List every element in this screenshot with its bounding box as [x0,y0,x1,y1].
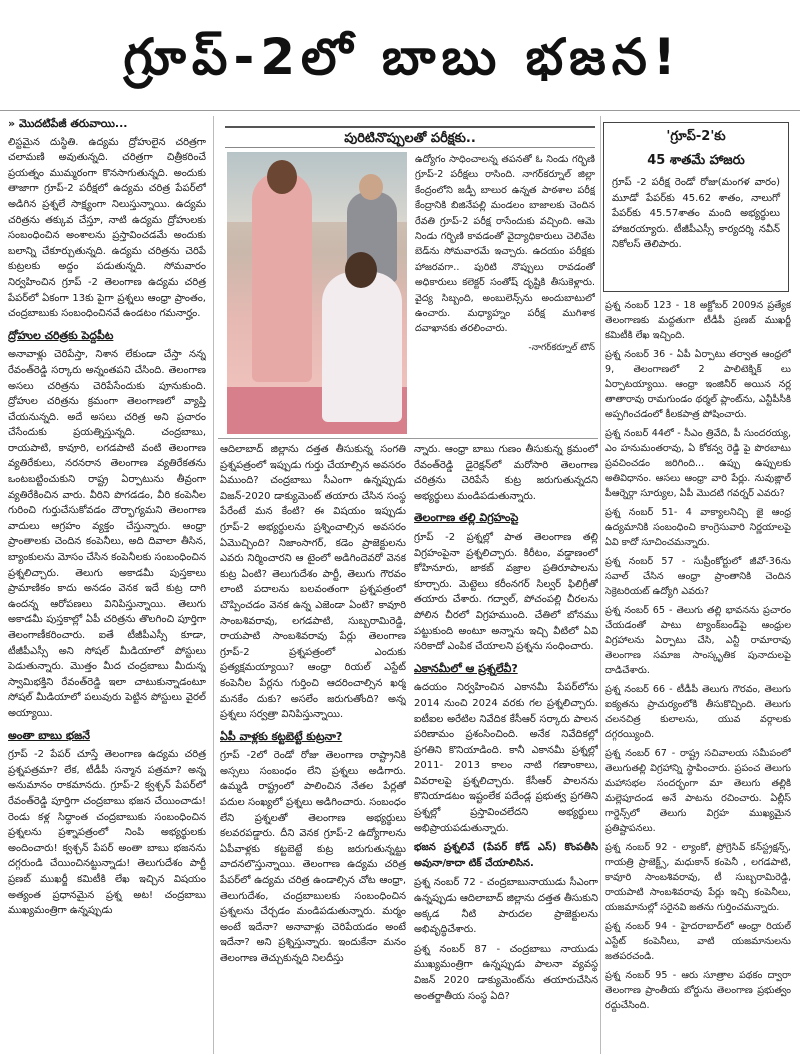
photo-credit: -నాగర్‌కర్నూల్ టౌన్ [528,342,595,353]
question-51: ప్రశ్న నంబర్ 51- 4 వాక్యాలనిచ్చి జై ఆంధ్ర ఉద్యమానికి సంబంధించి కాంగ్రెసువారి నిర్ణయాలపై ఏవి కాదో సూచించమన్నారు. [605,507,791,548]
attendance-body: గ్రూప్ -2 పరీక్ష రెండో రోజు(మంగళ వారం) మూడో పేపర్‌కు 45.62 శాతం, నాలుగో పేపర్‌కు 45.57శాతం మంది అభ్యర్థులు హాజరయ్యారు. టీజీపీఎస్సీ కార్యదర్శి నవీన్ నికోలస్ తెలిపారు. [612,177,780,251]
rm-subheading-1: తెలంగాణ తల్లి విగ్రహంపై [414,511,519,525]
middle-para-2: గ్రూప్ -2లో రెండో రోజు తెలంగాణ రాష్ట్రానికి అస్సలు సంబంధం లేని ప్రశ్నలు అడిగారు. ఉమ్మడి రాష్ట్రంలో పాలించిన నేతల పేర్లతో పదుల సంఖ్యలో ప్రశ్నలు అడిగించారు. సంబంధం లేని ప్రశ్నలతో తెలంగాణ అభ్యర్థులు కలవరపడ్డారు. దీని వెనక గ్రూప్-2 ఉద్యోగాలను ఏపీవాళ్లకు కట్టబెట్టే కుట్ర జరుగుతున్నట్టు వాదనలొస్తున్నాయి. తెలంగాణ ఉద్యమ చరిత్ర పేపర్‌లో ఉద్యమ చరిత్ర ఉండాల్సిన చోట ఆంధ్రా, తెలుగుదేశం, చంద్రబాబులకు సంబంధించిన ప్రశ్నలను చేర్చడం మండిపడుతున్నారు. మర్మం అంటే ఇదేనా? అనావాళ్లు చెరిపేయడం అంటే ఇదేనా? అని ప్రశ్నిస్తున్నారు. ఇందుకేనా మనం తెలంగాణ తెచ్చుకున్నది నిలదీస్తు [220,750,406,964]
middle-column [220,442,406,1054]
photo-person-standing [252,172,312,382]
left-para-3: గ్రూప్ -2 పేపర్ చూస్తే తెలంగాణ ఉద్యమ చరిత్ర ప్రశ్నపత్రమా? లేక, టీడీపీ సన్మాన పత్రమా? అన్న అనుమానం రాకమానదు. గ్రూప్-2 క్వశ్చన్ పేపర్‌లో రేవంత్‌రెడ్డి పూర్తిగా చంద్రబాబు భజన చేయించాడు! రెండు కళ్ల సిద్ధాంత చంద్రబాబుకు సంబంధించిన ప్రశ్నలను ప్రశ్నాపత్రంలో నింపి అభ్యర్థులకు అందించారు! క్వశ్చన్ పేపర్ అంతా బాబు భజనను దగ్గరుండి చేయించినట్టున్నాడు! తెలుగుదేశం పార్టీ ప్రణబ్ ముఖర్జీ కమిటీకి లేఖ ఇచ్చిన విషయం అత్యంత ప్రధానమైన ప్రశ్న అట! చంద్రబాబు ముఖ్యమంత్రిగా ఉన్నప్పుడు [8,749,206,917]
question-87: ప్రశ్న నంబర్ 87 - చంద్రబాబు నాయుడు ముఖ్యమంత్రిగా ఉన్నప్పుడు పాలనా వ్యవస్థ విజన్ 2020 డాక్యుమెంట్‌ను తయారుచేసిన అంతర్జాతీయ సంస్థ ఏది? [414,943,598,1002]
attendance-title-1: 'గ్రూప్-2'కు [666,129,726,144]
rm-subheading-2: ఎకానమీలో ఆ ప్రశ్నలేవీ? [414,661,518,675]
left-para-1: లిస్టమైన దుస్థితి. ఉద్యమ ద్రోహులైన చరిత్రగా చలామణి అవుతున్నది. చరిత్రగా చిత్రీకరించే ప్రయత్నం ముమ్మరంగా కొనసాగుతున్నది. అందుకు తాజాగా గ్రూప్-2 పరీక్షలో ఉద్యమ చరిత్ర పేపర్‌లో అడిగిన ప్రశ్నలే సాక్ష్యంగా నిలుస్తున్నాయి. ఉద్యమ చరిత్రను తక్కువ చేస్తూ, నాటి ఉద్యమ ద్రోహులకు సంబంధించిన అంశాలను ప్రస్తావించడమే అందుకు బలాన్ని చేకూర్చుతున్నది. ఉద్యమ చరిత్రను చెరిపే కుట్రలకు అద్దం పడుతున్నది. సోమవారం నిర్వహించిన గ్రూప్ -2 తెలంగాణ ఉద్యమ చరిత్ర పేపర్‌లో ఏకంగా 13కు పైగా ప్రశ్నలు ఆంధ్రా ప్రాంతం, చంద్రబాబుకు సంబంధించినవే ఉండటం గమనార్హం. [8,136,206,320]
question-65: ప్రశ్న నంబర్ 65 - తెలుగు తల్లి భావనను ప్రచారం చేయడంతో పాటు ట్యాంక్‌బండ్‌పై ఆంధ్రుల విగ్రహాలను ఏర్పాటు చేసి, ఎన్టీ రామారావు తెలంగాణ సమాజ సాంస్కృతిక పునాదులపై దాడిచేశారు. [605,605,791,676]
question-95: ప్రశ్న నంబర్ 95 - ఆరు సూత్రాల పథకం ద్వారా తెలంగాణ ప్రాంతీయ బోర్డును తెలంగాణ ప్రభుత్వం రద్దుచేసింది. [605,970,791,1011]
question-44: ప్రశ్న నంబర్ 44లో - సీఎం త్రివేది, పీ సుందరయ్య, ఎం హనుమంతరావు, ఏ కోకన్వ రెడ్డి పై పొరబాటు ప్రవచించడం జరిగింది... ఉప్పు ఉప్పులకు అతివిధానం. ఆసలు ఆంధ్రా వారి పేర్లు. నువుఙ్లాల్ పీఆర్నెర్గా సూర్యుల, ఏపీ మొదటి గవర్నర్ ఎవరు? [605,428,791,499]
rm-para-3: ఉదయం నిర్వహించిన ఎకానమీ పేపర్‌లోను 2014 నుంచి 2024 వరకు గల ప్రశ్నలిచ్చారు. ఐటీఐల అరేటిల నివేదిక కేసీఆర్ సర్కారు పాలన పరిణామం ప్రశంసించింది. అనేక నివేదికల్లో ప్రగతిని కొనియాడింది. కానీ ఎకానమీ ప్రశ్నల్లో 2011- 2013 కాలం నాటి గణాంకాలు, వివరాలపై ప్రశ్నలిచ్చారు. కేసీఆర్ పాలనను కొనియాడటం ఇష్టంలేక పదేండ్ల ప్రభుత్వ ప్రగతిని ప్రశ్నల్లో ప్రస్తావించలేదని అభ్యర్థులు అభిప్రాయపడుతున్నారు. [414,682,598,834]
attendance-box [603,122,789,292]
middle-subheading-1: ఏపీ వాళ్లకు కట్టబెట్టే కుట్రనా? [220,729,343,743]
question-72: ప్రశ్న నంబర్ 72 - చంద్రబాబునాయుడు సీఎంగా ఉన్నప్పుడు ఆదిలాబాద్ జిల్లాను దత్తత తీసుకుని అక్కడ నీటి పారుదల ప్రాజెక్టులను అభివృద్ధిచేశారు. [414,877,598,936]
rm-para-1: న్నారు. ఆంధ్రా బాబు గుణం తీసుకున్న క్రమంలో రేవంత్‌రెడ్డి డైరెక్షన్‌లో మరోసారి తెలంగాణ చరిత్రను చెరిపేసే కుట్ర జరుగుతున్నదని అభ్యర్థులు మండిపడుతున్నారు. [414,444,598,502]
left-para-2: అనావాళ్లు చెరిపేస్తా, నిశాన లేకుండా చేస్తా నన్న రేవంత్‌రెడ్డి సర్కారు అన్నంతపని చేసింది. తెలంగాణ అసలు చరిత్రను చెరిపేసేందుకు పూనుకుంది. ద్రోహుల చరిత్రను క్రమంగా తెలంగాణలో వ్యాప్తి చేయనున్నది. అదే అసలు చరిత్ర అని ప్రచారం చేసేందుకు ప్రయత్నిస్తున్నది. చంద్రబాబు, రాయపాటి, కావూరి, లగడపాటి వంటి తెలంగాణ వ్యతిరేకులు, నరనరాన తెలంగాణ వ్యతిరేకతను ఒంటబట్టించుకుని రాష్ట్ర ఏర్పాటును తీవ్రంగా వ్యతిరేకించిన వారు. వీరిని పొగడడం, వీరి కంపెనీల గురించి గుర్తుచేసుకోవడం దౌర్భాగ్యమని తెలంగాణ వాదులు ఆగ్రహం వ్యక్తం చేస్తున్నారు. ఆంధ్రా ప్రాంతాలకు చెందిన కంపెనీలు, అది దివాలా తీసిన, బ్యాంకులను మోసం చేసిన కంపెనీలకు సంబంధించిన ప్రశ్నలిచ్చారు. తెలుగు అకాడమీ పుస్తకాలు ప్రామాణికం కాదు అనడం వెనక ఇదే కుట్ర దాగి ఉందన్న ఆరోపణలు వినిపిస్తున్నాయి. తెలుగు అకాడమీ పుస్తకాల్లో ఏపీ చరిత్రను తొలగించి పూర్తిగా తెలంగాణీకరించారు. ఐతే టీజీపీఎస్సీ కూడా, టీజీపీఎస్సీ అని సోషల్ మీడియాలో పోస్టులు పెడుతున్నారు. మొత్తం మీద చంద్రబాబు మీదున్న స్వామిభక్తిని రేవంత్‌రెడ్డి ఇలా చాటుకున్నాడంటూ సోషల్ మీడియాలో పలువురు పెట్టిన పోస్టులు వైరల్ అయ్యాయి. [8,349,206,719]
photo-title: పురిటినొప్పులతో పరీక్షకు.. [225,126,595,148]
right-column [605,298,791,1054]
left-column [8,116,206,1054]
question-123: ప్రశ్న నంబర్ 123 - 18 అక్టోబర్ 2009న ప్రత్యేక తెలంగాణకు మద్దతుగా టీడీపీ ప్రణబ్ ముఖర్జీ కమిటీకి లేఖ ఇచ్చింది. [605,300,791,341]
question-66: ప్రశ్న నంబర్ 66 - టీడీపీ తెలుగు గౌరవం, తెలుగు ఐక్యతను ప్రాచుర్యంలోకి తీసుకొచ్చింది. తెలుగు చలనచిత్ర కులాలను, యువ వర్గాలకు దగ్గరయ్యింది. [605,684,791,740]
photo-person-seated-head [345,252,377,288]
left-subheading-2: అంతా బాబు భజనే [8,728,90,742]
question-67: ప్రశ్న నంబర్ 67 - రాష్ట్ర సచివాలయ సమీపంలో తెలుగుతల్లి విగ్రహాన్ని స్థాపించారు. ప్రపంచ తెలుగు మహాసభల సందర్భంగా మా తెలుగు తల్లికి మల్లెపూదండ అనే పాటను రచించారు. ఏల్లీస్ గార్డెన్స్‌లో తెలుగు విగ్రహ ముఖ్యమైన ప్రతిష్టాపనలు. [605,748,791,834]
question-92: ప్రశ్న నంబర్ 92 - ల్యాంకో, ప్రోగ్రెసివ్ కన్‌స్ట్రక్షన్స్, గాయత్రి ప్రాజెక్ట్స్, మధుకాన్ కంపెనీ , లగడపాటి, కావూరి సాంబశివరావు, టీ సుబ్బరామిరెడ్డి, రాయపాటి సాంబశివరావు పేర్లు ఇచ్చి కంపెనీలు, యజమానుల్లో సరైనవి జతను గుర్తించమన్నారు. [605,842,791,913]
photo-rule [218,438,598,439]
photo-caption: ఉద్యోగం సాధించాలన్న తపనతో ఓ నిండు గర్భిణి గ్రూప్-2 పరీక్షలు రాసింది. నాగర్‌కర్నూల్ జిల్లా కేంద్రంలోని జడ్పీ బాలుర ఉన్నత పాఠశాల పరీక్ష కేంద్రానికి బిజినేపల్లి మండలం బాజాలకు చెందిన రేవతి గ్రూప్-2 పరీక్ష రాసేందుకు వచ్చింది. ఆమె నిండు గర్భిణి కావడంతో వైద్యాధికారులు చెలివేట బెడ్‌ను సోమవారమే ఇచ్చారు. ఉదయం పరీక్షకు హాజరవగా.. పురిటి నొప్పులు రావడంతో అధికారులు కలెక్టర్ సంతోష్ దృష్టికి తీసుకెళ్లారు. వైద్య సిబ్బంది, అంబులెన్స్‌ను అందుబాటులో ఉంచారు. మధ్యాహ్నం పరీక్ష ముగిశాక దవాఖానకు తరలించారు. [415,154,595,335]
question-94: ప్రశ్న నంబర్ 94 - హైదరాబాద్‌లో ఆంధ్రా రియల్ ఎస్టేట్ కంపెనీలు, వాటి యజమానులను జతపరచండి. [605,921,791,962]
photo-person-standing-head [267,160,297,194]
rm-para-2: గ్రూప్ -2 ప్రశ్నల్లో పాత తెలంగాణ తల్లి విగ్రహంపైనా ప్రశ్నలిచ్చారు. కిరీటం, వడ్డాణంలో కోహినూరు, జాకబ్ వజ్రాల ప్రతిరూపాలను కూర్చారు. మెట్టెలు కరీంనగర్ సిల్వర్ ఫిలిగ్రీతో తయారు చేశారు. గద్వాల్, పోచంపల్లి చీరలను పోలిన చీరలో విగ్రహముంది. చేతిలో బోనము పట్టుకుంది అంటూ అన్నాను ఇచ్చి వీటిలో ఏవి సరికాదో ఎంపిక చేయాలని ప్రశ్నను సంధించారు. [414,531,598,653]
question-57: ప్రశ్న నంబర్ 57 - సుప్రీంకోర్టులో జీవో-36ను సవాల్ చేసిన ఆంధ్రా ప్రాంతానికి చెందిన సెక్రెటరియట్ ఉద్యోగి ఎవరు? [605,556,791,597]
photo-person-back-head [359,174,383,200]
photo-person-seated [322,272,402,422]
headline-rule [0,110,800,111]
middle-para-1: ఆదిలాబాద్ జిల్లాను దత్తత తీసుకున్న సంగతి ప్రశ్నపత్రంలో ఇప్పుడు గుర్తు చేయాల్సిన అవసరం ఏముంది? చంద్రబాబు సీఎంగా ఉన్నప్పుడు విజన్-2020 డాక్యుమెంట్ తయారు చేసిన సంస్థ పేరేంటే మన కేంటి? ఈ విషయం ఇప్పుడు గ్రూప్-2 అభ్యర్థులను ప్రశ్నించాల్సిన అవసరం ఏమొచ్చింది? నిజాంసాగర్, కడెం ప్రాజెక్టులను ఎవరు నిర్మించారని ఆ టైంలో అడిగిందెవరో వెనక కుట్ర ఏంటి? తెలుగుదేశం పార్టీ, తెలుగు గౌరవం లాంటి పదాలను బలవంతంగా ప్రశ్నపత్రంలో చొప్పించడం వెనక ఉన్న ఎజెండా ఏంటి? కావూరి సాంబశివరావు, లగడపాటి, సుబ్బరామిరెడ్డి, రాయపాటి సాంబశివరావు పేర్లు తెలంగాణ గ్రూప్-2 ప్రశ్నపత్రంలో ఎందుకు ప్రత్యక్షమయ్యాయి? ఆంధ్రా రియల్ ఎస్టేట్ కంపెనీల పేర్లను గుర్తించి ఆదరించాల్సిన ఖర్మ మనకేం దుకు? అసలేం జరుగుతోంది? అన్న ప్రశ్నలు సర్వత్రా వినిపిస్తున్నాయి. [220,444,406,721]
headline: గ్రూప్-2లో బాబు భజన! [123,28,682,86]
question-36: ప్రశ్న నంబర్ 36 - ఏపీ ఏర్పాటు తర్వాత ఆంధ్రలో 9, తెలంగాణలో 2 పాలిటెక్నిక్ లు ఏర్పాటయ్యాయి. ఆంధ్రా ఇంజినీర్ అయిన నర్ల తాతారావు రామగుండం థర్మల్ ప్లాంట్‌ను, ఎన్టీపీసీకి అప్పగించడంలో కీలకపాత్ర పోషించారు. [605,349,791,420]
attendance-title-2: 45 శాతమే హాజరు [647,153,745,168]
exam-photo [227,152,407,434]
continuation-note: » మొదటిపేజీ తరువాయి... [8,117,128,130]
column-divider-right [600,116,601,1054]
left-subheading-1: ద్రోహుల చరిత్రకు పెద్దపీట [8,328,114,342]
right-middle-column [414,442,598,1054]
photo-caption-box [415,152,595,434]
column-divider [213,116,214,1054]
bhajana-note: భజన ప్రశ్నలివే (పేపర్ కోడ్ ఎస్) కొంపతీసి అవునా/కాదా టిక్ చేయాలిసిన. [414,842,598,869]
